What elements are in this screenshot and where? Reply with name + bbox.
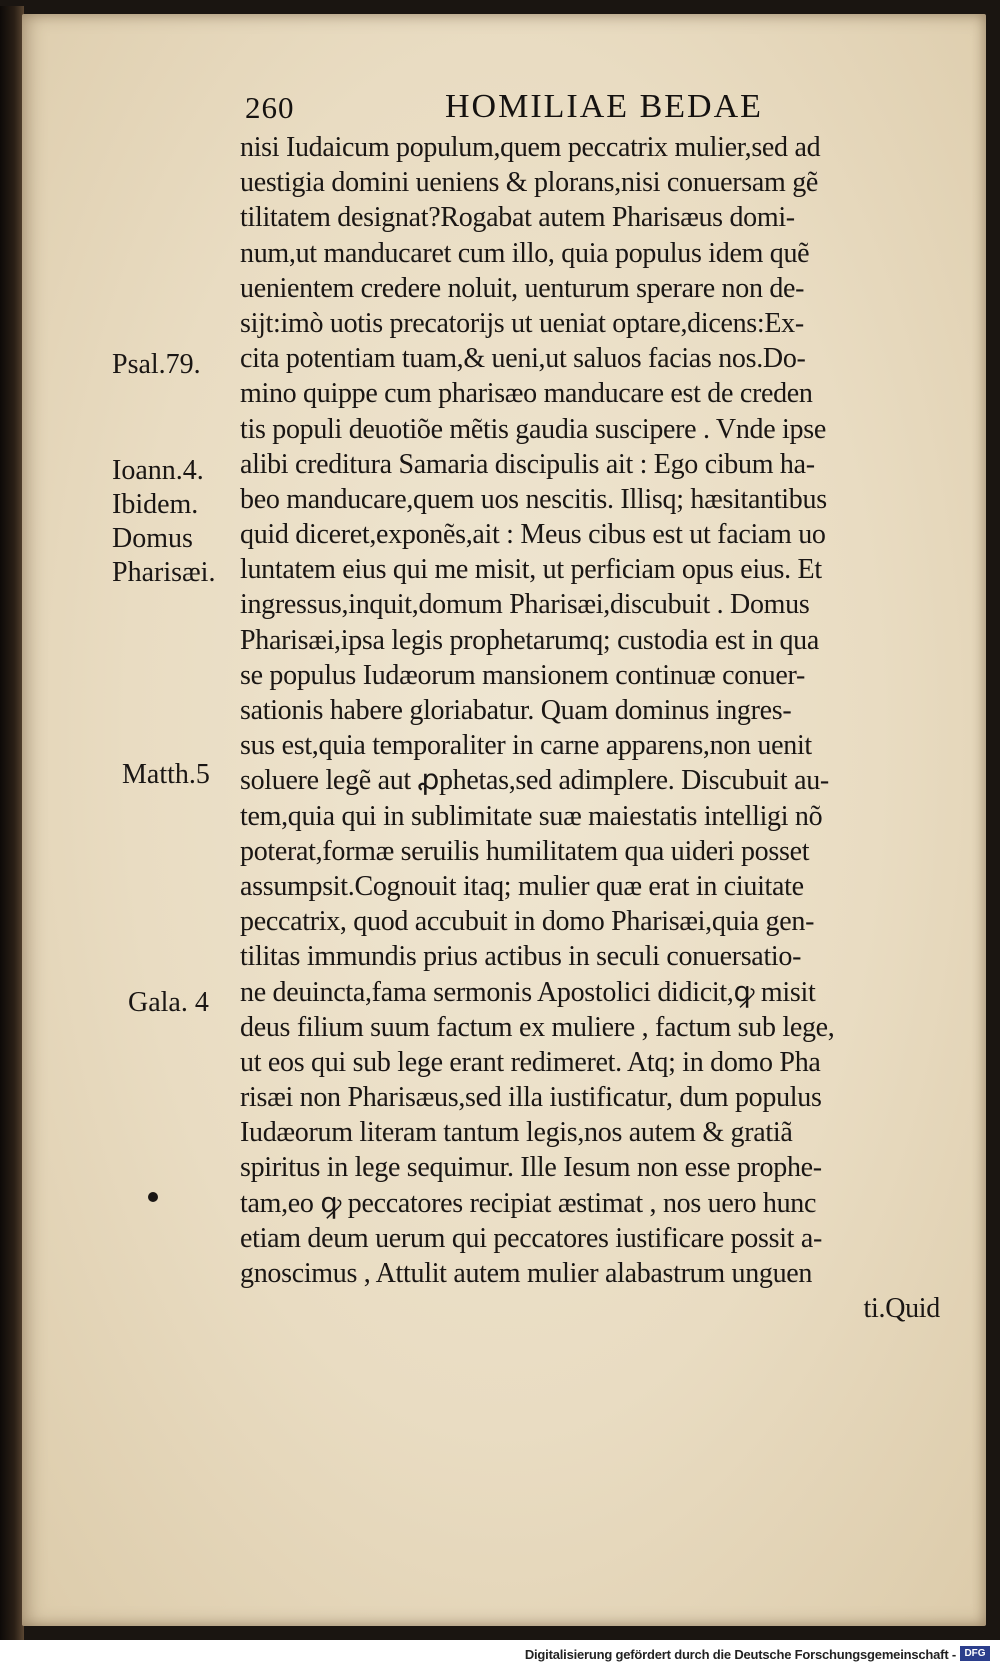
text-line: alibi creditura Samaria discipulis ait : Ego cibum ha- [240, 448, 815, 480]
text-line: num,ut manducaret cum illo, quia populus idem quẽ [240, 237, 810, 269]
margin-note-pharisaei: Pharisæi. [112, 557, 216, 588]
margin-note-domus: Domus [112, 523, 193, 554]
text-line: beo manducare,quem uos nescitis. Illisq; hæsitantibus [240, 483, 827, 515]
margin-mark [148, 1192, 158, 1202]
text-line: Pharisæi,ipsa legis prophetarumq; custodia est in qua [240, 624, 820, 656]
text-line: gnoscimus , Attulit autem mulier alabastrum unguen [240, 1258, 813, 1289]
text-line: luntatem eius qui me misit, ut perficiam opus eius. Et [240, 554, 822, 586]
dfg-logo: DFG [960, 1646, 990, 1661]
digitization-footer [0, 1640, 1000, 1668]
text-line: quid diceret,exponẽs,ait : Meus cibus est ut faciam uo [240, 519, 826, 551]
funding-credit: Digitalisierung gefördert durch die Deutsche Forschungsgemeinschaft - [524, 1647, 956, 1662]
page-number: 260 [245, 90, 295, 125]
text-line: tam,eo ꝙ peccatores recipiat æstimat , nos uero hunc [240, 1187, 817, 1219]
text-line: ne deuincta,fama sermonis Apostolici didicit,ꝙ misit [240, 976, 816, 1008]
text-line: etiam deum uerum qui peccatores iustificare possit a- [240, 1222, 822, 1254]
text-line: assumpsit.Cognouit itaq; mulier quæ erat in ciuitate [240, 870, 804, 902]
text-line: tis populi deuotiõe mẽtis gaudia suscipere . Vnde ipse [240, 413, 826, 445]
margin-note-psalm: Psal.79. [112, 349, 201, 380]
text-line: soluere legẽ aut ꝓphetas,sed adimplere. Discubuit au- [240, 765, 829, 797]
running-head: HOMILIAE BEDAE [445, 88, 763, 125]
text-line: peccatrix, quod accubuit in domo Pharisæi,quia gen- [240, 906, 815, 938]
body-text [240, 130, 960, 1326]
text-line: cita potentiam tuam,& ueni,ut saluos facias nos.Do- [240, 343, 806, 375]
book-spine-edge [0, 6, 24, 1640]
text-line: mino quippe cum pharisæo manducare est de creden [240, 378, 813, 410]
text-line: se populus Iudæorum mansionem continuæ conuer- [240, 659, 805, 691]
text-line: deus filium suum factum ex muliere , factum sub lege, [240, 1011, 835, 1043]
text-line: sationis habere gloriabatur. Quam dominus ingres- [240, 695, 792, 726]
text-line: uenientem credere noluit, uenturum sperare non de- [240, 272, 805, 304]
text-line: ingressus,inquit,domum Pharisæi,discubuit . Domus [240, 589, 810, 621]
catchword: ti.Quid [863, 1293, 940, 1325]
text-line: sus est,quia temporaliter in carne apparens,non uenit [240, 730, 812, 762]
text-line: tilitatem designat?Rogabat autem Pharisæus domi- [240, 202, 795, 234]
text-line: sijt:imò uotis precatorijs ut ueniat optare,dicens:Ex- [240, 307, 804, 339]
text-line: nisi Iudaicum populum,quem peccatrix mulier,sed ad [240, 132, 821, 163]
text-line: tilitas immundis prius actibus in seculi conuersatio- [240, 941, 802, 973]
margin-note-john: Ioann.4. [112, 455, 204, 486]
text-line: risæi non Pharisæus,sed illa iustificatur, dum populus [240, 1082, 822, 1114]
text-line: uestigia domini ueniens & plorans,nisi conuersam gẽ [240, 167, 819, 199]
text-line: spiritus in lege sequimur. Ille Iesum non esse prophe- [240, 1152, 822, 1184]
text-line: Iudæorum literam tantum legis,nos autem & gratiã [240, 1117, 793, 1149]
margin-note-matthew: Matth.5 [122, 759, 210, 790]
text-line: ut eos qui sub lege erant redimeret. Atq; in domo Pha [240, 1046, 821, 1078]
text-line: tem,quia qui in sublimitate suæ maiestatis intelligi nõ [240, 800, 823, 832]
margin-note-ibidem: Ibidem. [112, 489, 199, 520]
margin-note-galatians: Gala. 4 [128, 987, 209, 1018]
text-line: poterat,formæ seruilis humilitatem qua uideri posset [240, 835, 810, 867]
